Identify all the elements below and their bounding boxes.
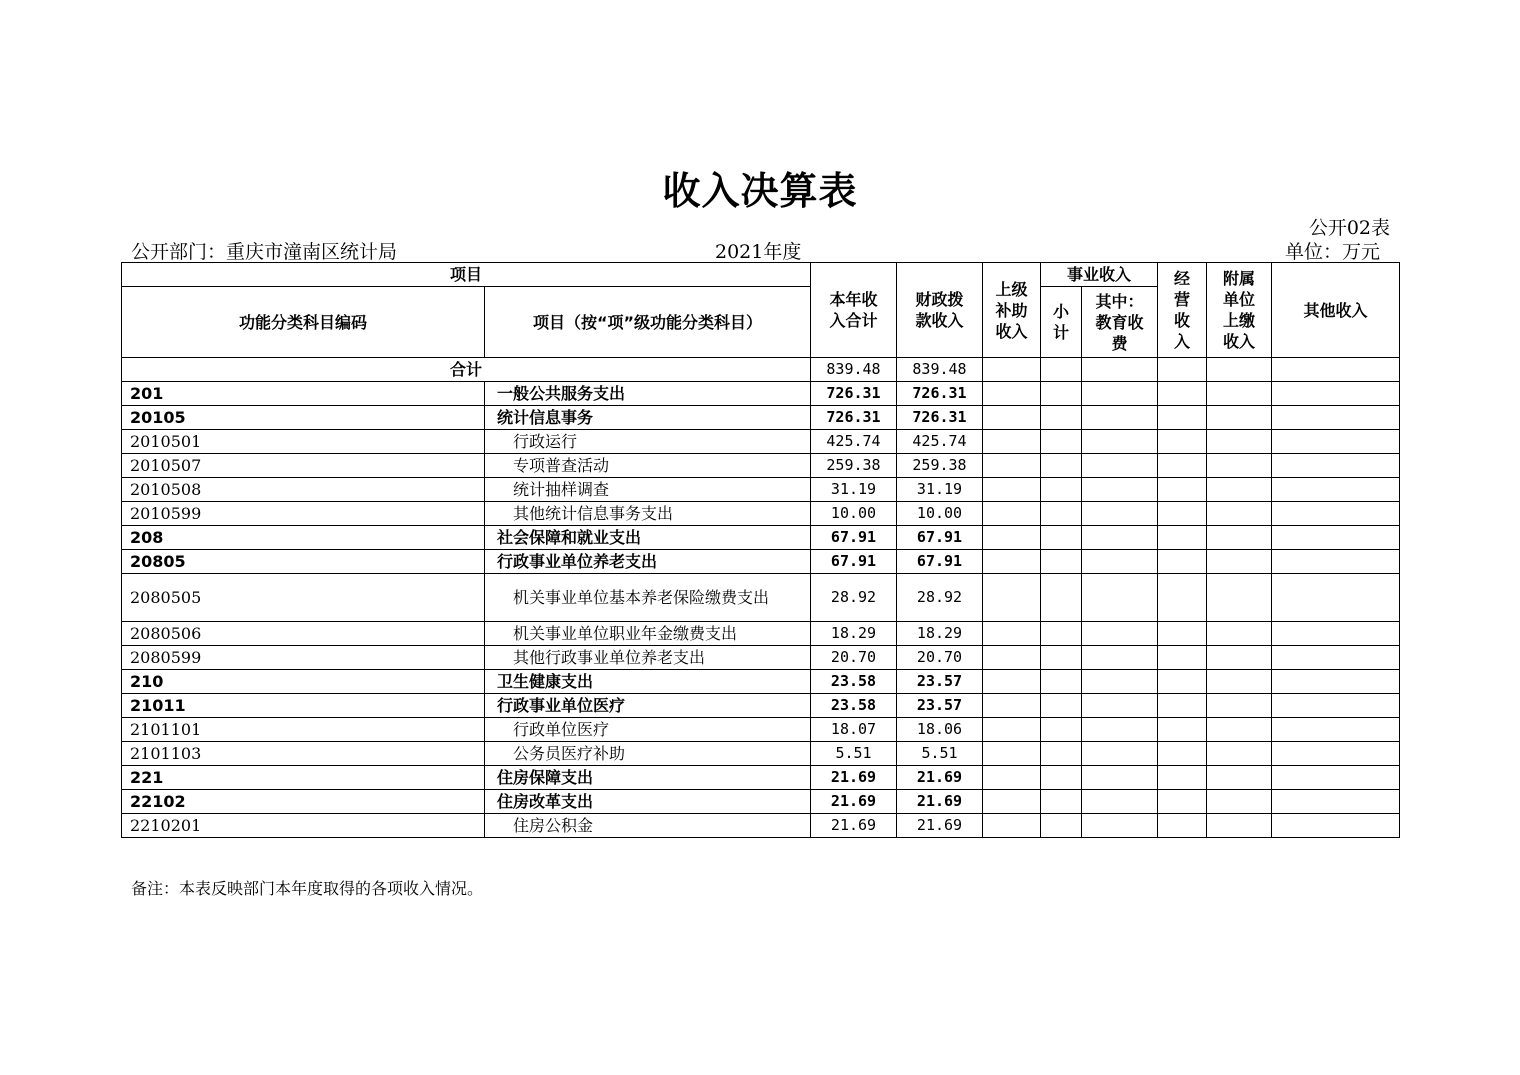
empty-cell <box>1041 406 1082 430</box>
row-total-income: 20.70 <box>811 646 897 670</box>
header-other: 其他收入 <box>1272 263 1400 358</box>
empty-cell <box>983 430 1041 454</box>
empty-cell <box>1158 718 1207 742</box>
empty-cell <box>1041 382 1082 406</box>
row-fiscal: 259.38 <box>897 454 983 478</box>
empty-cell <box>1207 670 1272 694</box>
empty-cell <box>1207 622 1272 646</box>
row-code: 21011 <box>122 694 485 718</box>
empty-cell <box>1158 502 1207 526</box>
empty-cell <box>1041 550 1082 574</box>
empty-cell <box>1041 670 1082 694</box>
empty-cell <box>1272 502 1400 526</box>
row-code: 2010599 <box>122 502 485 526</box>
header-subtotal: 小计 <box>1041 287 1082 358</box>
row-code: 22102 <box>122 790 485 814</box>
empty-cell <box>1082 382 1158 406</box>
empty-cell <box>1272 406 1400 430</box>
table-row <box>122 454 1400 478</box>
row-code: 2080599 <box>122 646 485 670</box>
empty-cell <box>983 694 1041 718</box>
row-name: 一般公共服务支出 <box>485 382 811 406</box>
row-code: 210 <box>122 670 485 694</box>
row-total-income: 23.58 <box>811 694 897 718</box>
empty-cell <box>1272 646 1400 670</box>
empty-cell <box>1207 718 1272 742</box>
row-code: 221 <box>122 766 485 790</box>
empty-cell <box>1207 430 1272 454</box>
empty-cell <box>983 718 1041 742</box>
row-fiscal: 67.91 <box>897 526 983 550</box>
total-label: 合计 <box>122 358 811 382</box>
table-row <box>122 694 1400 718</box>
row-fiscal: 425.74 <box>897 430 983 454</box>
page-title: 收入决算表 <box>662 169 858 213</box>
empty-cell <box>1158 670 1207 694</box>
empty-cell <box>1158 526 1207 550</box>
row-code: 2080505 <box>122 574 485 622</box>
empty-cell <box>983 622 1041 646</box>
table-row <box>122 550 1400 574</box>
empty-cell <box>1041 646 1082 670</box>
row-fiscal: 18.06 <box>897 718 983 742</box>
empty-cell <box>1158 406 1207 430</box>
empty-cell <box>983 454 1041 478</box>
empty-cell <box>1041 454 1082 478</box>
row-code: 2010501 <box>122 430 485 454</box>
row-code: 2010507 <box>122 454 485 478</box>
row-total-income: 28.92 <box>811 574 897 622</box>
department-label: 公开部门：重庆市潼南区统计局 <box>131 241 398 263</box>
unit-label: 单位：万元 <box>1284 241 1380 263</box>
table-row <box>122 502 1400 526</box>
empty-cell <box>1158 742 1207 766</box>
empty-cell <box>1158 814 1207 838</box>
empty-cell <box>1272 670 1400 694</box>
table-row <box>122 766 1400 790</box>
empty-cell <box>983 742 1041 766</box>
row-fiscal: 10.00 <box>897 502 983 526</box>
empty-cell <box>1272 814 1400 838</box>
row-code: 201 <box>122 382 485 406</box>
row-total-income: 23.58 <box>811 670 897 694</box>
fiscal-year: 2021年度 <box>715 241 802 263</box>
row-fiscal: 21.69 <box>897 766 983 790</box>
empty-cell <box>1082 670 1158 694</box>
row-code: 20105 <box>122 406 485 430</box>
empty-cell <box>1041 742 1082 766</box>
row-name: 卫生健康支出 <box>485 670 811 694</box>
empty-cell <box>1082 574 1158 622</box>
row-total-income: 18.07 <box>811 718 897 742</box>
empty-cell <box>1207 478 1272 502</box>
empty-cell <box>1158 430 1207 454</box>
row-name: 公务员医疗补助 <box>485 742 811 766</box>
empty-cell <box>1082 694 1158 718</box>
table-row <box>122 790 1400 814</box>
empty-cell <box>1041 502 1082 526</box>
header-operating: 经营收入 <box>1158 263 1207 358</box>
row-name: 行政事业单位医疗 <box>485 694 811 718</box>
empty-cell <box>983 502 1041 526</box>
empty-cell <box>1207 766 1272 790</box>
row-fiscal: 18.29 <box>897 622 983 646</box>
table-body <box>122 358 1400 838</box>
empty-cell <box>1158 790 1207 814</box>
empty-cell <box>1082 646 1158 670</box>
row-fiscal: 20.70 <box>897 646 983 670</box>
empty-cell <box>1082 814 1158 838</box>
empty-cell <box>1272 478 1400 502</box>
row-total-income: 726.31 <box>811 382 897 406</box>
empty-cell <box>1041 478 1082 502</box>
total-row <box>122 358 1400 382</box>
row-total-income: 259.38 <box>811 454 897 478</box>
empty-cell <box>983 550 1041 574</box>
row-fiscal: 67.91 <box>897 550 983 574</box>
row-name: 住房改革支出 <box>485 790 811 814</box>
empty-cell <box>1272 622 1400 646</box>
empty-cell <box>1207 406 1272 430</box>
empty-cell <box>1207 646 1272 670</box>
empty-cell <box>1158 382 1207 406</box>
row-total-income: 21.69 <box>811 790 897 814</box>
empty-cell <box>1158 622 1207 646</box>
empty-cell <box>1158 454 1207 478</box>
empty-cell <box>983 766 1041 790</box>
row-name: 社会保障和就业支出 <box>485 526 811 550</box>
row-fiscal: 31.19 <box>897 478 983 502</box>
row-code: 2101101 <box>122 718 485 742</box>
empty-cell <box>1082 526 1158 550</box>
empty-cell <box>1207 814 1272 838</box>
row-total-income: 67.91 <box>811 526 897 550</box>
empty-cell <box>983 382 1041 406</box>
empty-cell <box>1272 742 1400 766</box>
empty-cell <box>1041 622 1082 646</box>
table-row <box>122 646 1400 670</box>
empty-cell <box>1041 790 1082 814</box>
row-name: 其他统计信息事务支出 <box>485 502 811 526</box>
row-total-income: 10.00 <box>811 502 897 526</box>
table-row <box>122 526 1400 550</box>
row-fiscal: 23.57 <box>897 670 983 694</box>
empty-cell <box>983 814 1041 838</box>
row-code: 2210201 <box>122 814 485 838</box>
table-row <box>122 622 1400 646</box>
row-fiscal: 23.57 <box>897 694 983 718</box>
row-name: 行政运行 <box>485 430 811 454</box>
empty-cell <box>1082 622 1158 646</box>
empty-cell <box>1207 550 1272 574</box>
table-row <box>122 718 1400 742</box>
empty-cell <box>983 790 1041 814</box>
empty-cell <box>1158 646 1207 670</box>
empty-cell <box>1272 454 1400 478</box>
empty-cell <box>1041 526 1082 550</box>
header-total-income: 本年收入合计 <box>811 263 897 358</box>
empty-cell <box>1041 694 1082 718</box>
row-name: 住房保障支出 <box>485 766 811 790</box>
total-fiscal-value: 839.48 <box>897 358 983 382</box>
row-name: 统计信息事务 <box>485 406 811 430</box>
table-row <box>122 742 1400 766</box>
empty-cell <box>1207 742 1272 766</box>
row-fiscal: 726.31 <box>897 406 983 430</box>
form-number: 公开02表 <box>1308 217 1390 239</box>
empty-cell <box>983 478 1041 502</box>
empty-cell <box>1207 382 1272 406</box>
empty-cell <box>1082 766 1158 790</box>
row-name: 专项普查活动 <box>485 454 811 478</box>
empty-cell <box>983 670 1041 694</box>
table-row <box>122 406 1400 430</box>
empty-cell <box>1272 694 1400 718</box>
empty-cell <box>1207 502 1272 526</box>
row-fiscal: 21.69 <box>897 814 983 838</box>
row-name: 机关事业单位基本养老保险缴费支出 <box>485 574 811 622</box>
empty-cell <box>1082 742 1158 766</box>
row-fiscal: 28.92 <box>897 574 983 622</box>
row-total-income: 21.69 <box>811 814 897 838</box>
header-item: 项目 <box>122 263 811 287</box>
empty-cell <box>1082 406 1158 430</box>
row-name: 行政事业单位养老支出 <box>485 550 811 574</box>
empty-cell <box>1082 718 1158 742</box>
empty-cell <box>1158 766 1207 790</box>
header-business: 事业收入 <box>1041 263 1158 287</box>
empty-cell <box>1158 694 1207 718</box>
empty-cell <box>1158 574 1207 622</box>
empty-cell <box>1041 766 1082 790</box>
income-statement-table <box>121 262 1400 838</box>
header-affiliated: 附属单位上缴收入 <box>1207 263 1272 358</box>
empty-cell <box>1041 718 1082 742</box>
empty-cell <box>983 646 1041 670</box>
empty-cell <box>1207 526 1272 550</box>
empty-cell <box>983 574 1041 622</box>
table-row <box>122 574 1400 622</box>
empty-cell <box>1272 526 1400 550</box>
empty-cell <box>1082 550 1158 574</box>
table-row <box>122 382 1400 406</box>
empty-cell <box>1041 574 1082 622</box>
row-fiscal: 5.51 <box>897 742 983 766</box>
empty-cell <box>1041 814 1082 838</box>
empty-cell <box>1207 574 1272 622</box>
empty-cell <box>1041 430 1082 454</box>
row-fiscal: 726.31 <box>897 382 983 406</box>
row-code: 2080506 <box>122 622 485 646</box>
empty-cell <box>1082 502 1158 526</box>
empty-cell <box>1272 718 1400 742</box>
table-row <box>122 670 1400 694</box>
table-row <box>122 430 1400 454</box>
row-code: 208 <box>122 526 485 550</box>
empty-cell <box>1272 790 1400 814</box>
empty-cell <box>1272 766 1400 790</box>
empty-cell <box>1207 454 1272 478</box>
row-code: 2101103 <box>122 742 485 766</box>
row-total-income: 21.69 <box>811 766 897 790</box>
empty-cell <box>1272 430 1400 454</box>
row-total-income: 5.51 <box>811 742 897 766</box>
empty-cell <box>1207 790 1272 814</box>
empty-cell <box>1082 454 1158 478</box>
table-row <box>122 814 1400 838</box>
row-code: 20805 <box>122 550 485 574</box>
empty-cell <box>1207 694 1272 718</box>
row-total-income: 726.31 <box>811 406 897 430</box>
row-name: 行政单位医疗 <box>485 718 811 742</box>
empty-cell <box>1272 382 1400 406</box>
header-name: 项目（按“项”级功能分类科目） <box>485 287 811 358</box>
empty-cell <box>1082 478 1158 502</box>
row-total-income: 31.19 <box>811 478 897 502</box>
empty-cell <box>1272 550 1400 574</box>
table-row <box>122 478 1400 502</box>
footnote: 备注：本表反映部门本年度取得的各项收入情况。 <box>131 879 484 898</box>
header-education: 其中：教育收费 <box>1082 287 1158 358</box>
header-superior: 上级补助收入 <box>983 263 1041 358</box>
row-name: 统计抽样调查 <box>485 478 811 502</box>
empty-cell <box>1158 550 1207 574</box>
empty-cell <box>1158 478 1207 502</box>
row-name: 住房公积金 <box>485 814 811 838</box>
row-code: 2010508 <box>122 478 485 502</box>
empty-cell <box>1272 574 1400 622</box>
row-total-income: 425.74 <box>811 430 897 454</box>
row-name: 其他行政事业单位养老支出 <box>485 646 811 670</box>
header-fiscal: 财政拨款收入 <box>897 263 983 358</box>
empty-cell <box>1082 790 1158 814</box>
row-total-income: 67.91 <box>811 550 897 574</box>
row-name: 机关事业单位职业年金缴费支出 <box>485 622 811 646</box>
empty-cell <box>983 406 1041 430</box>
row-total-income: 18.29 <box>811 622 897 646</box>
empty-cell <box>1082 430 1158 454</box>
total-income-value: 839.48 <box>811 358 897 382</box>
row-fiscal: 21.69 <box>897 790 983 814</box>
empty-cell <box>983 526 1041 550</box>
header-code: 功能分类科目编码 <box>122 287 485 358</box>
